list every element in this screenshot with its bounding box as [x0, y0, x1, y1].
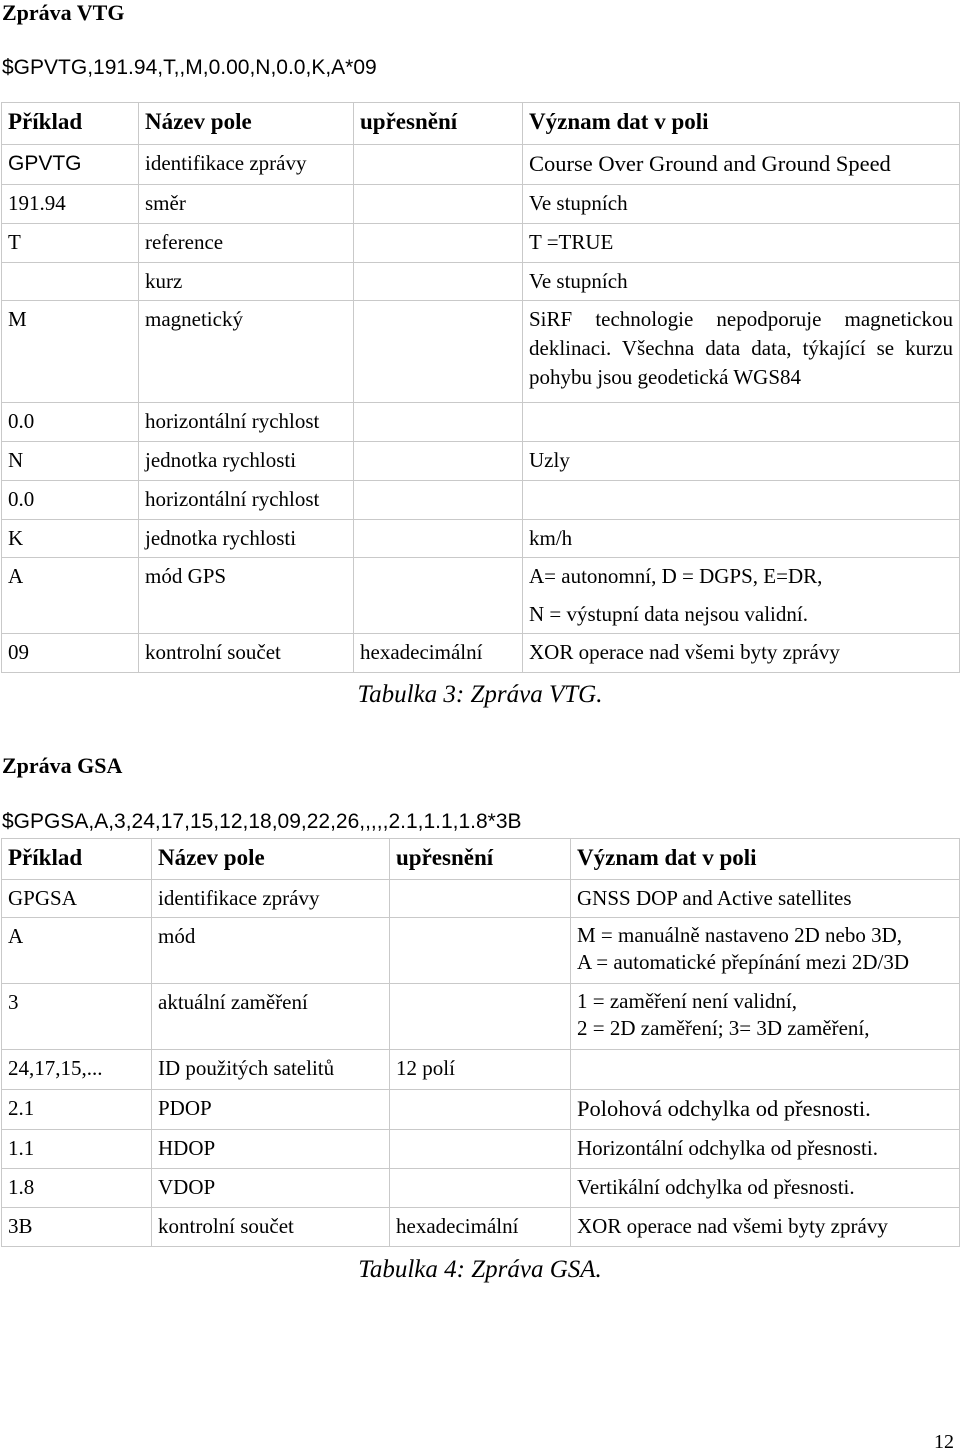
vtg-cell-detail	[354, 145, 523, 185]
vtg-row	[2, 145, 960, 185]
gsa-heading: Zpráva GSA	[2, 753, 123, 778]
gsa-cell-detail	[390, 1090, 571, 1130]
vtg-cell-detail	[354, 481, 523, 520]
vtg-cell-name: směr	[139, 185, 354, 224]
gsa-cell-name: ID použitých satelitů	[152, 1050, 390, 1090]
gsa-row	[2, 984, 960, 1050]
vtg-cell-name: jednotka rychlosti	[139, 520, 354, 558]
gsa-sentence: $GPGSA,A,3,24,17,15,12,18,09,22,26,,,,,2.1,1.1,1.8*3B	[2, 810, 522, 833]
gsa-cell-name: PDOP	[152, 1090, 390, 1130]
gsa-cell-meaning: Vertikální odchylka od přesnosti.	[571, 1169, 960, 1208]
vtg-header-row	[2, 103, 960, 145]
vtg-cell-meaning: T =TRUE	[523, 224, 960, 263]
vtg-cell-detail: hexadecimální	[354, 634, 523, 673]
vtg-cell-name: kontrolní součet	[139, 634, 354, 673]
vtg-cell-detail	[354, 442, 523, 481]
vtg-cell-example: N	[2, 442, 139, 481]
gsa-cell-detail	[390, 918, 571, 984]
gsa-cell-detail: 12 polí	[390, 1050, 571, 1090]
gsa-cell-name: VDOP	[152, 1169, 390, 1208]
vtg-cell-example: 191.94	[2, 185, 139, 224]
gsa-cell-name: kontrolní součet	[152, 1208, 390, 1247]
vtg-cell-example: M	[2, 301, 139, 403]
vtg-cell-meaning: Ve stupních	[523, 185, 960, 224]
gsa-cell-name: mód	[152, 918, 390, 984]
vtg-cell-name: kurz	[139, 263, 354, 301]
gsa-row	[2, 880, 960, 918]
gsa-cell-example: 1.1	[2, 1130, 152, 1169]
vtg-row	[2, 224, 960, 263]
vtg-cell-meaning: Uzly	[523, 442, 960, 481]
gsa-cell-detail: hexadecimální	[390, 1208, 571, 1247]
vtg-cell-name: mód GPS	[139, 558, 354, 634]
gsa-cell-name: HDOP	[152, 1130, 390, 1169]
vtg-cell-example: GPVTG	[2, 145, 139, 185]
vtg-cell-detail	[354, 520, 523, 558]
gsa-header-meaning: Význam dat v poli	[571, 839, 960, 880]
gsa-header-row	[2, 839, 960, 880]
vtg-cell-detail	[354, 185, 523, 224]
vtg-cell-example: 0.0	[2, 403, 139, 442]
vtg-row	[2, 558, 960, 596]
vtg-row	[2, 185, 960, 224]
vtg-cell-meaning: Ve stupních	[523, 263, 960, 301]
vtg-row	[2, 520, 960, 558]
vtg-cell-meaning: SiRF technologie nepodporuje magnetickou deklinaci. Všechna data data, týkající se kurzu pohybu jsou geodetická WGS84	[523, 301, 960, 403]
vtg-caption: Tabulka 3: Zpráva VTG.	[357, 681, 603, 708]
vtg-row	[2, 263, 960, 301]
vtg-header-detail: upřesnění	[354, 103, 523, 145]
gsa-row	[2, 1050, 960, 1090]
gsa-cell-detail	[390, 984, 571, 1050]
vtg-heading: Zpráva VTG	[2, 0, 125, 25]
vtg-cell-meaning	[523, 403, 960, 442]
gsa-cell-example: 1.8	[2, 1169, 152, 1208]
gsa-cell-meaning: XOR operace nad všemi byty zprávy	[571, 1208, 960, 1247]
gsa-cell-example: A	[2, 918, 152, 984]
vtg-sentence: $GPVTG,191.94,T,,M,0.00,N,0.0,K,A*09	[2, 56, 377, 79]
gsa-cell-example: 24,17,15,...	[2, 1050, 152, 1090]
gsa-cell-meaning: GNSS DOP and Active satellites	[571, 880, 960, 918]
vtg-row	[2, 481, 960, 520]
vtg-cell-meaning: XOR operace nad všemi byty zprávy	[523, 634, 960, 673]
vtg-cell-meaning: Course Over Ground and Ground Speed	[523, 145, 960, 185]
vtg-cell-detail	[354, 301, 523, 403]
vtg-cell-example: T	[2, 224, 139, 263]
gsa-row	[2, 1208, 960, 1247]
gsa-row	[2, 1130, 960, 1169]
gsa-cell-name: aktuální zaměření	[152, 984, 390, 1050]
gsa-cell-meaning: 1 = zaměření není validní, 2 = 2D zaměření; 3= 3D zaměření,	[571, 984, 960, 1050]
gsa-cell-example: 2.1	[2, 1090, 152, 1130]
vtg-cell-meaning: N = výstupní data nejsou validní.	[523, 596, 960, 634]
vtg-cell-detail	[354, 263, 523, 301]
vtg-cell-detail	[354, 403, 523, 442]
vtg-cell-name: magnetický	[139, 301, 354, 403]
vtg-header-example: Příklad	[2, 103, 139, 145]
gsa-table	[1, 838, 960, 1247]
gsa-cell-name: identifikace zprávy	[152, 880, 390, 918]
vtg-cell-example: K	[2, 520, 139, 558]
vtg-cell-meaning: km/h	[523, 520, 960, 558]
gsa-cell-detail	[390, 1169, 571, 1208]
vtg-cell-detail	[354, 558, 523, 634]
gsa-cell-meaning	[571, 1050, 960, 1090]
vtg-cell-example	[2, 263, 139, 301]
gsa-caption: Tabulka 4: Zpráva GSA.	[358, 1256, 602, 1283]
gsa-header-example: Příklad	[2, 839, 152, 880]
vtg-row	[2, 442, 960, 481]
gsa-cell-detail	[390, 1130, 571, 1169]
gsa-cell-meaning: Horizontální odchylka od přesnosti.	[571, 1130, 960, 1169]
gsa-header-field-name: Název pole	[152, 839, 390, 880]
gsa-cell-example: 3B	[2, 1208, 152, 1247]
vtg-cell-name: horizontální rychlost	[139, 403, 354, 442]
vtg-row	[2, 301, 960, 403]
vtg-cell-name: identifikace zprávy	[139, 145, 354, 185]
vtg-cell-example: 09	[2, 634, 139, 673]
gsa-cell-meaning: M = manuálně nastaveno 2D nebo 3D, A = automatické přepínání mezi 2D/3D	[571, 918, 960, 984]
vtg-row	[2, 634, 960, 673]
vtg-cell-meaning	[523, 481, 960, 520]
vtg-cell-detail	[354, 224, 523, 263]
gsa-row	[2, 1090, 960, 1130]
gsa-row	[2, 918, 960, 984]
vtg-cell-name: reference	[139, 224, 354, 263]
vtg-cell-example: A	[2, 558, 139, 634]
vtg-header-meaning: Význam dat v poli	[523, 103, 960, 145]
gsa-row	[2, 1169, 960, 1208]
vtg-cell-name: horizontální rychlost	[139, 481, 354, 520]
gsa-cell-detail	[390, 880, 571, 918]
vtg-table	[1, 102, 960, 673]
vtg-row	[2, 403, 960, 442]
gsa-cell-example: GPGSA	[2, 880, 152, 918]
gsa-cell-example: 3	[2, 984, 152, 1050]
gsa-cell-meaning: Polohová odchylka od přesnosti.	[571, 1090, 960, 1130]
page-number: 12	[934, 1431, 954, 1453]
gsa-header-detail: upřesnění	[390, 839, 571, 880]
vtg-cell-example: 0.0	[2, 481, 139, 520]
vtg-cell-name: jednotka rychlosti	[139, 442, 354, 481]
vtg-cell-meaning: A= autonomní, D = DGPS, E=DR,	[523, 558, 960, 596]
vtg-header-field-name: Název pole	[139, 103, 354, 145]
